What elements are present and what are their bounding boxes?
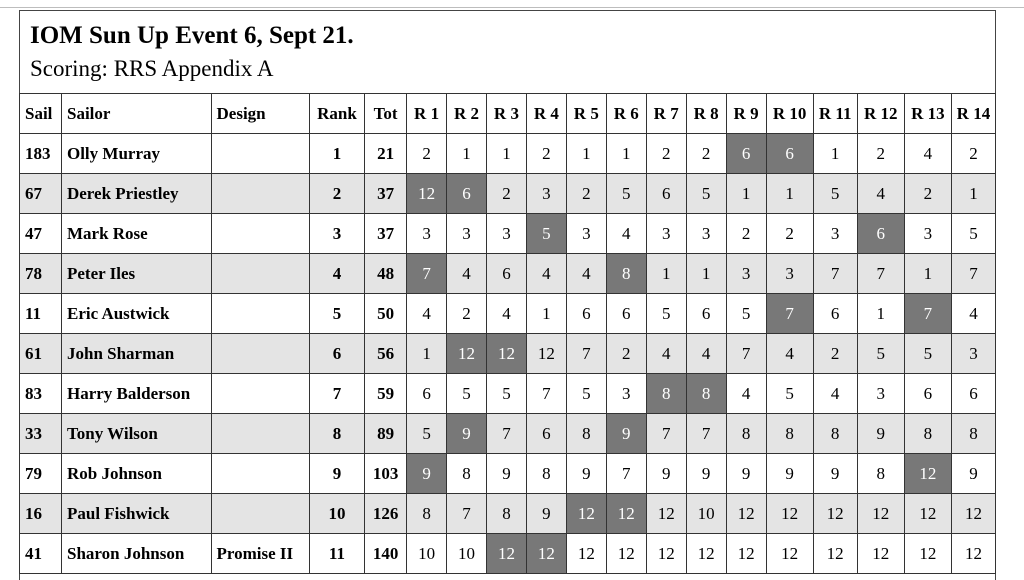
design-cell [211, 134, 309, 174]
race-score-cell: 7 [566, 334, 606, 374]
race-score-cell: 3 [407, 214, 447, 254]
race-score-cell: 8 [407, 494, 447, 534]
race-score-cell: 7 [606, 454, 646, 494]
race-score-cell: 2 [606, 334, 646, 374]
rank-cell: 2 [309, 174, 364, 214]
design-cell [211, 454, 309, 494]
race-score-cell: 8 [813, 414, 857, 454]
race-score-discarded-cell: 12 [566, 494, 606, 534]
top-border [0, 0, 1024, 8]
race-score-discarded-cell: 12 [606, 494, 646, 534]
race-score-discarded-cell: 12 [407, 174, 447, 214]
sail-number-cell: 79 [20, 454, 62, 494]
race-score-cell: 6 [606, 294, 646, 334]
design-cell [211, 414, 309, 454]
design-cell [211, 494, 309, 534]
race-score-cell: 12 [526, 334, 566, 374]
race-score-cell: 9 [526, 494, 566, 534]
race-score-cell: 9 [726, 454, 766, 494]
table-row [20, 214, 996, 254]
race-score-cell: 5 [951, 214, 995, 254]
table-row [20, 494, 996, 534]
race-score-cell: 6 [813, 294, 857, 334]
race-score-cell: 5 [726, 294, 766, 334]
rank-cell: 10 [309, 494, 364, 534]
table-row [20, 534, 996, 574]
race-score-discarded-cell: 9 [407, 454, 447, 494]
race-score-cell: 9 [813, 454, 857, 494]
race-score-cell: 4 [726, 374, 766, 414]
race-score-cell: 8 [904, 414, 951, 454]
race-score-cell: 4 [447, 254, 487, 294]
race-score-cell: 6 [526, 414, 566, 454]
race-score-cell: 9 [857, 414, 904, 454]
design-cell: Promise II [211, 534, 309, 574]
sailor-name-cell: Harry Balderson [61, 374, 211, 414]
results-table [19, 93, 996, 574]
race-score-discarded-cell: 12 [447, 334, 487, 374]
col-header-race: R 10 [766, 94, 813, 134]
sail-number-cell: 16 [20, 494, 62, 534]
race-score-cell: 1 [407, 334, 447, 374]
race-score-cell: 4 [566, 254, 606, 294]
race-score-cell: 12 [951, 534, 995, 574]
race-score-cell: 7 [686, 414, 726, 454]
race-score-cell: 6 [486, 254, 526, 294]
race-score-cell: 1 [726, 174, 766, 214]
race-score-cell: 1 [486, 134, 526, 174]
total-cell: 59 [365, 374, 407, 414]
race-score-cell: 1 [686, 254, 726, 294]
table-row [20, 454, 996, 494]
race-score-cell: 5 [606, 174, 646, 214]
race-score-discarded-cell: 7 [904, 294, 951, 334]
race-score-cell: 12 [904, 534, 951, 574]
col-header-race: R 3 [486, 94, 526, 134]
race-score-cell: 4 [904, 134, 951, 174]
race-score-cell: 1 [951, 174, 995, 214]
race-score-cell: 9 [486, 454, 526, 494]
race-score-cell: 5 [447, 374, 487, 414]
race-score-cell: 6 [407, 374, 447, 414]
total-cell: 103 [365, 454, 407, 494]
table-row [20, 414, 996, 454]
col-header-race: R 1 [407, 94, 447, 134]
race-score-cell: 6 [646, 174, 686, 214]
sailor-name-cell: Mark Rose [61, 214, 211, 254]
scoring-subtitle: Scoring: RRS Appendix A [30, 56, 274, 81]
race-score-cell: 4 [813, 374, 857, 414]
total-cell: 50 [365, 294, 407, 334]
sail-number-cell: 61 [20, 334, 62, 374]
race-score-cell: 2 [766, 214, 813, 254]
race-score-cell: 12 [646, 494, 686, 534]
race-score-cell: 12 [766, 534, 813, 574]
race-score-discarded-cell: 12 [526, 534, 566, 574]
sailor-name-cell: Paul Fishwick [61, 494, 211, 534]
race-score-cell: 1 [606, 134, 646, 174]
race-score-cell: 5 [646, 294, 686, 334]
race-score-cell: 2 [726, 214, 766, 254]
total-cell: 89 [365, 414, 407, 454]
race-score-cell: 2 [646, 134, 686, 174]
race-score-cell: 1 [447, 134, 487, 174]
race-score-cell: 2 [904, 174, 951, 214]
race-score-cell: 9 [646, 454, 686, 494]
race-score-cell: 12 [726, 534, 766, 574]
race-score-discarded-cell: 6 [447, 174, 487, 214]
race-score-cell: 12 [606, 534, 646, 574]
sailor-name-cell: John Sharman [61, 334, 211, 374]
race-score-cell: 10 [407, 534, 447, 574]
race-score-cell: 4 [857, 174, 904, 214]
race-score-cell: 5 [486, 374, 526, 414]
race-score-cell: 2 [526, 134, 566, 174]
rank-cell: 5 [309, 294, 364, 334]
race-score-discarded-cell: 9 [447, 414, 487, 454]
race-score-cell: 4 [606, 214, 646, 254]
table-row [20, 294, 996, 334]
total-cell: 140 [365, 534, 407, 574]
design-cell [211, 174, 309, 214]
race-score-cell: 3 [857, 374, 904, 414]
race-score-cell: 3 [951, 334, 995, 374]
race-score-cell: 7 [447, 494, 487, 534]
total-cell: 56 [365, 334, 407, 374]
rank-cell: 9 [309, 454, 364, 494]
race-score-discarded-cell: 6 [857, 214, 904, 254]
race-score-cell: 3 [447, 214, 487, 254]
race-score-discarded-cell: 8 [646, 374, 686, 414]
sail-number-cell: 41 [20, 534, 62, 574]
race-score-cell: 3 [686, 214, 726, 254]
sail-number-cell: 11 [20, 294, 62, 334]
rank-cell: 6 [309, 334, 364, 374]
race-score-cell: 5 [566, 374, 606, 414]
rank-cell: 3 [309, 214, 364, 254]
race-score-cell: 7 [486, 414, 526, 454]
col-header-race: R 14 [951, 94, 995, 134]
race-score-cell: 3 [486, 214, 526, 254]
race-score-cell: 8 [566, 414, 606, 454]
race-score-cell: 3 [726, 254, 766, 294]
sail-number-cell: 33 [20, 414, 62, 454]
sail-number-cell: 47 [20, 214, 62, 254]
race-score-cell: 2 [857, 134, 904, 174]
race-score-cell: 12 [726, 494, 766, 534]
race-score-cell: 12 [904, 494, 951, 534]
race-score-cell: 9 [951, 454, 995, 494]
race-score-cell: 1 [904, 254, 951, 294]
race-score-cell: 12 [566, 534, 606, 574]
race-score-cell: 1 [526, 294, 566, 334]
race-score-cell: 4 [407, 294, 447, 334]
race-score-cell: 12 [686, 534, 726, 574]
col-header-race: R 9 [726, 94, 766, 134]
race-score-cell: 7 [951, 254, 995, 294]
sail-number-cell: 83 [20, 374, 62, 414]
race-score-cell: 4 [526, 254, 566, 294]
race-score-cell: 9 [566, 454, 606, 494]
race-score-cell: 7 [813, 254, 857, 294]
race-score-cell: 1 [646, 254, 686, 294]
race-score-discarded-cell: 7 [766, 294, 813, 334]
race-score-cell: 2 [486, 174, 526, 214]
col-header-total: Tot [365, 94, 407, 134]
race-score-cell: 5 [407, 414, 447, 454]
race-score-cell: 5 [766, 374, 813, 414]
race-score-cell: 3 [646, 214, 686, 254]
race-score-discarded-cell: 12 [486, 334, 526, 374]
race-score-cell: 3 [904, 214, 951, 254]
race-score-cell: 7 [526, 374, 566, 414]
table-row [20, 134, 996, 174]
race-score-cell: 3 [566, 214, 606, 254]
rank-cell: 8 [309, 414, 364, 454]
sail-number-cell: 183 [20, 134, 62, 174]
race-score-cell: 4 [766, 334, 813, 374]
total-cell: 48 [365, 254, 407, 294]
race-score-discarded-cell: 8 [686, 374, 726, 414]
col-header-race: R 4 [526, 94, 566, 134]
race-score-cell: 8 [486, 494, 526, 534]
race-score-cell: 8 [857, 454, 904, 494]
sail-number-cell: 78 [20, 254, 62, 294]
race-score-cell: 1 [857, 294, 904, 334]
race-score-cell: 7 [857, 254, 904, 294]
race-score-cell: 1 [813, 134, 857, 174]
sailor-name-cell: Eric Austwick [61, 294, 211, 334]
race-score-cell: 6 [566, 294, 606, 334]
race-score-cell: 4 [951, 294, 995, 334]
table-row [20, 374, 996, 414]
race-score-cell: 12 [766, 494, 813, 534]
rank-cell: 1 [309, 134, 364, 174]
col-header-design: Design [211, 94, 309, 134]
header-row [20, 94, 996, 134]
col-header-rank: Rank [309, 94, 364, 134]
total-cell: 37 [365, 174, 407, 214]
race-score-discarded-cell: 12 [904, 454, 951, 494]
race-score-cell: 6 [951, 374, 995, 414]
col-header-sailor: Sailor [61, 94, 211, 134]
race-score-discarded-cell: 7 [407, 254, 447, 294]
race-score-cell: 1 [766, 174, 813, 214]
race-score-discarded-cell: 12 [486, 534, 526, 574]
race-score-cell: 4 [646, 334, 686, 374]
race-score-cell: 8 [447, 454, 487, 494]
race-score-cell: 2 [813, 334, 857, 374]
race-score-cell: 12 [813, 534, 857, 574]
race-score-cell: 9 [686, 454, 726, 494]
col-header-race: R 5 [566, 94, 606, 134]
race-score-cell: 12 [813, 494, 857, 534]
total-cell: 37 [365, 214, 407, 254]
table-row [20, 174, 996, 214]
race-score-cell: 10 [686, 494, 726, 534]
race-score-cell: 4 [686, 334, 726, 374]
design-cell [211, 294, 309, 334]
race-score-cell: 12 [857, 534, 904, 574]
table-row [20, 334, 996, 374]
race-score-cell: 3 [766, 254, 813, 294]
race-score-cell: 7 [726, 334, 766, 374]
col-header-race: R 7 [646, 94, 686, 134]
col-header-race: R 11 [813, 94, 857, 134]
race-score-cell: 3 [813, 214, 857, 254]
col-header-sail: Sail [20, 94, 62, 134]
design-cell [211, 254, 309, 294]
race-score-cell: 1 [566, 134, 606, 174]
race-score-cell: 2 [951, 134, 995, 174]
rank-cell: 11 [309, 534, 364, 574]
race-score-cell: 5 [813, 174, 857, 214]
race-score-cell: 7 [646, 414, 686, 454]
race-score-discarded-cell: 9 [606, 414, 646, 454]
race-score-cell: 5 [686, 174, 726, 214]
race-score-cell: 10 [447, 534, 487, 574]
race-score-cell: 9 [766, 454, 813, 494]
design-cell [211, 374, 309, 414]
col-header-race: R 13 [904, 94, 951, 134]
race-score-cell: 2 [566, 174, 606, 214]
table-row [20, 254, 996, 294]
sail-number-cell: 67 [20, 174, 62, 214]
race-score-discarded-cell: 5 [526, 214, 566, 254]
race-score-cell: 8 [766, 414, 813, 454]
design-cell [211, 334, 309, 374]
sailor-name-cell: Peter Iles [61, 254, 211, 294]
race-score-cell: 12 [646, 534, 686, 574]
page-title: IOM Sun Up Event 6, Sept 21. [30, 22, 354, 49]
race-score-cell: 8 [526, 454, 566, 494]
race-score-cell: 6 [686, 294, 726, 334]
race-score-cell: 8 [726, 414, 766, 454]
race-score-cell: 6 [904, 374, 951, 414]
race-score-discarded-cell: 8 [606, 254, 646, 294]
col-header-race: R 12 [857, 94, 904, 134]
rank-cell: 7 [309, 374, 364, 414]
col-header-race: R 6 [606, 94, 646, 134]
sailor-name-cell: Rob Johnson [61, 454, 211, 494]
race-score-discarded-cell: 6 [726, 134, 766, 174]
race-score-cell: 5 [857, 334, 904, 374]
col-header-race: R 2 [447, 94, 487, 134]
col-header-race: R 8 [686, 94, 726, 134]
race-score-cell: 2 [686, 134, 726, 174]
sailor-name-cell: Tony Wilson [61, 414, 211, 454]
race-score-cell: 3 [526, 174, 566, 214]
sailor-name-cell: Derek Priestley [61, 174, 211, 214]
rank-cell: 4 [309, 254, 364, 294]
race-score-cell: 8 [951, 414, 995, 454]
race-score-cell: 3 [606, 374, 646, 414]
total-cell: 126 [365, 494, 407, 534]
results-panel [19, 10, 996, 580]
race-score-cell: 4 [486, 294, 526, 334]
total-cell: 21 [365, 134, 407, 174]
sailor-name-cell: Olly Murray [61, 134, 211, 174]
race-score-cell: 2 [407, 134, 447, 174]
race-score-cell: 5 [904, 334, 951, 374]
race-score-cell: 12 [857, 494, 904, 534]
results-body [20, 134, 996, 574]
design-cell [211, 214, 309, 254]
race-score-cell: 12 [951, 494, 995, 534]
race-score-cell: 2 [447, 294, 487, 334]
race-score-discarded-cell: 6 [766, 134, 813, 174]
sailor-name-cell: Sharon Johnson [61, 534, 211, 574]
